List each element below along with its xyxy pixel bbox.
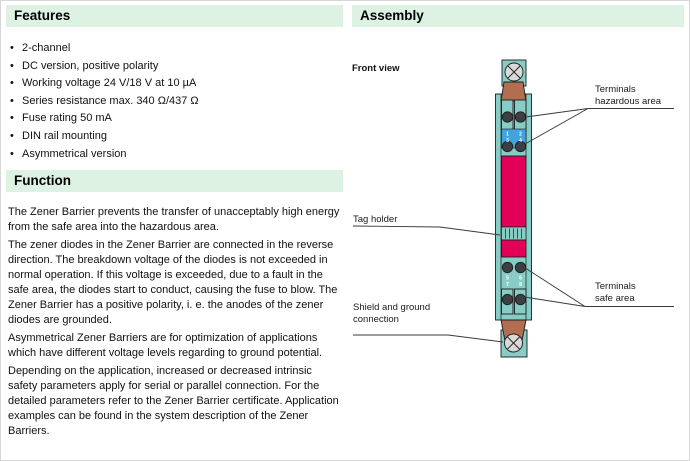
assembly-title: Assembly [360,8,424,23]
terminal-number: 7 [506,282,509,288]
terminal-number: 2 [519,131,522,138]
callout-line: Terminals [595,84,636,95]
callout-shield-ground [353,302,430,325]
terminal-screw [515,112,525,122]
terminal-screw [515,262,525,272]
feature-item: • DIN rail mounting [8,128,338,146]
callout-tag-holder [353,214,397,226]
function-paragraph: The Zener Barrier prevents the transfer of unacceptably high energy from the safe area into the hazardous area. [8,206,340,233]
terminal-number: 1 [506,131,509,138]
callout-terminals-safe [595,281,636,304]
terminal-number: 3 [506,138,509,144]
front-view-label: Front view [352,63,400,74]
feature-item: • DC version, positive polarity [8,58,338,76]
callout-line: hazardous area [595,95,662,107]
tag-holder-band [502,227,527,240]
terminals-hazardous-leader [526,109,674,144]
tag-holder-leader [353,226,500,235]
callout-line: Tag holder [353,214,398,225]
terminal-screw [502,112,512,122]
feature-item: • Fuse rating 50 mA [8,110,338,128]
front-cover-lower [502,240,527,257]
callout-line: safe area [595,292,635,304]
terminal-number: 6 [519,275,522,282]
feature-item: • 2-channel [8,40,338,58]
callout-terminals-hazardous [595,84,661,107]
function-header [6,170,343,192]
function-paragraph: Depending on the application, increased or decreased intrinsic safety parameters apply for serial or parallel connection. For the detailed parameters refer to the Zener Barrier certificate. Application examples can be found in the system description of the Zener Barriers. [8,365,339,437]
terminal-number: 5 [506,275,509,282]
callout-line: Terminals [595,281,636,292]
shield-ground-screw [505,334,523,352]
terminal-screw [515,294,525,304]
function-title: Function [14,173,71,188]
function-text [8,205,341,442]
terminal-screw [502,262,512,272]
terminal-number: 4 [519,138,522,144]
function-paragraph: Asymmetrical Zener Barriers are for optimization of applications which have different voltage levels regarding to ground potential. [8,332,323,359]
callout-line: connection [353,313,399,325]
zener-barrier-device [496,60,532,357]
terminal-screw [502,294,512,304]
function-paragraph: The zener diodes in the Zener Barrier are connected in the reverse direction. The breakdown voltage of the diodes is not exceeded in normal operation. If this voltage is exceeded, due to a fault in the safe area, the diodes start to conduct, causing the fuse to blow. The Zener Barrier has a positive polarity, i. e. the anodes of the zener diodes are grounded. [8,239,338,326]
features-title: Features [14,8,71,23]
assembly-header [352,5,684,27]
front-cover-upper [502,156,527,227]
shield-ground-leader [353,335,503,342]
feature-item: • Series resistance max. 340 Ω/437 Ω [8,93,338,111]
top-connector-throat [501,82,526,101]
feature-item: • Asymmetrical version [8,146,338,164]
callout-line: Shield and ground [353,302,431,313]
features-header [6,5,343,27]
feature-item: • Working voltage 24 V/18 V at 10 µA [8,75,338,93]
terminal-number: 8 [519,282,522,288]
features-list [8,40,338,163]
top-fixing-screw [505,63,523,81]
